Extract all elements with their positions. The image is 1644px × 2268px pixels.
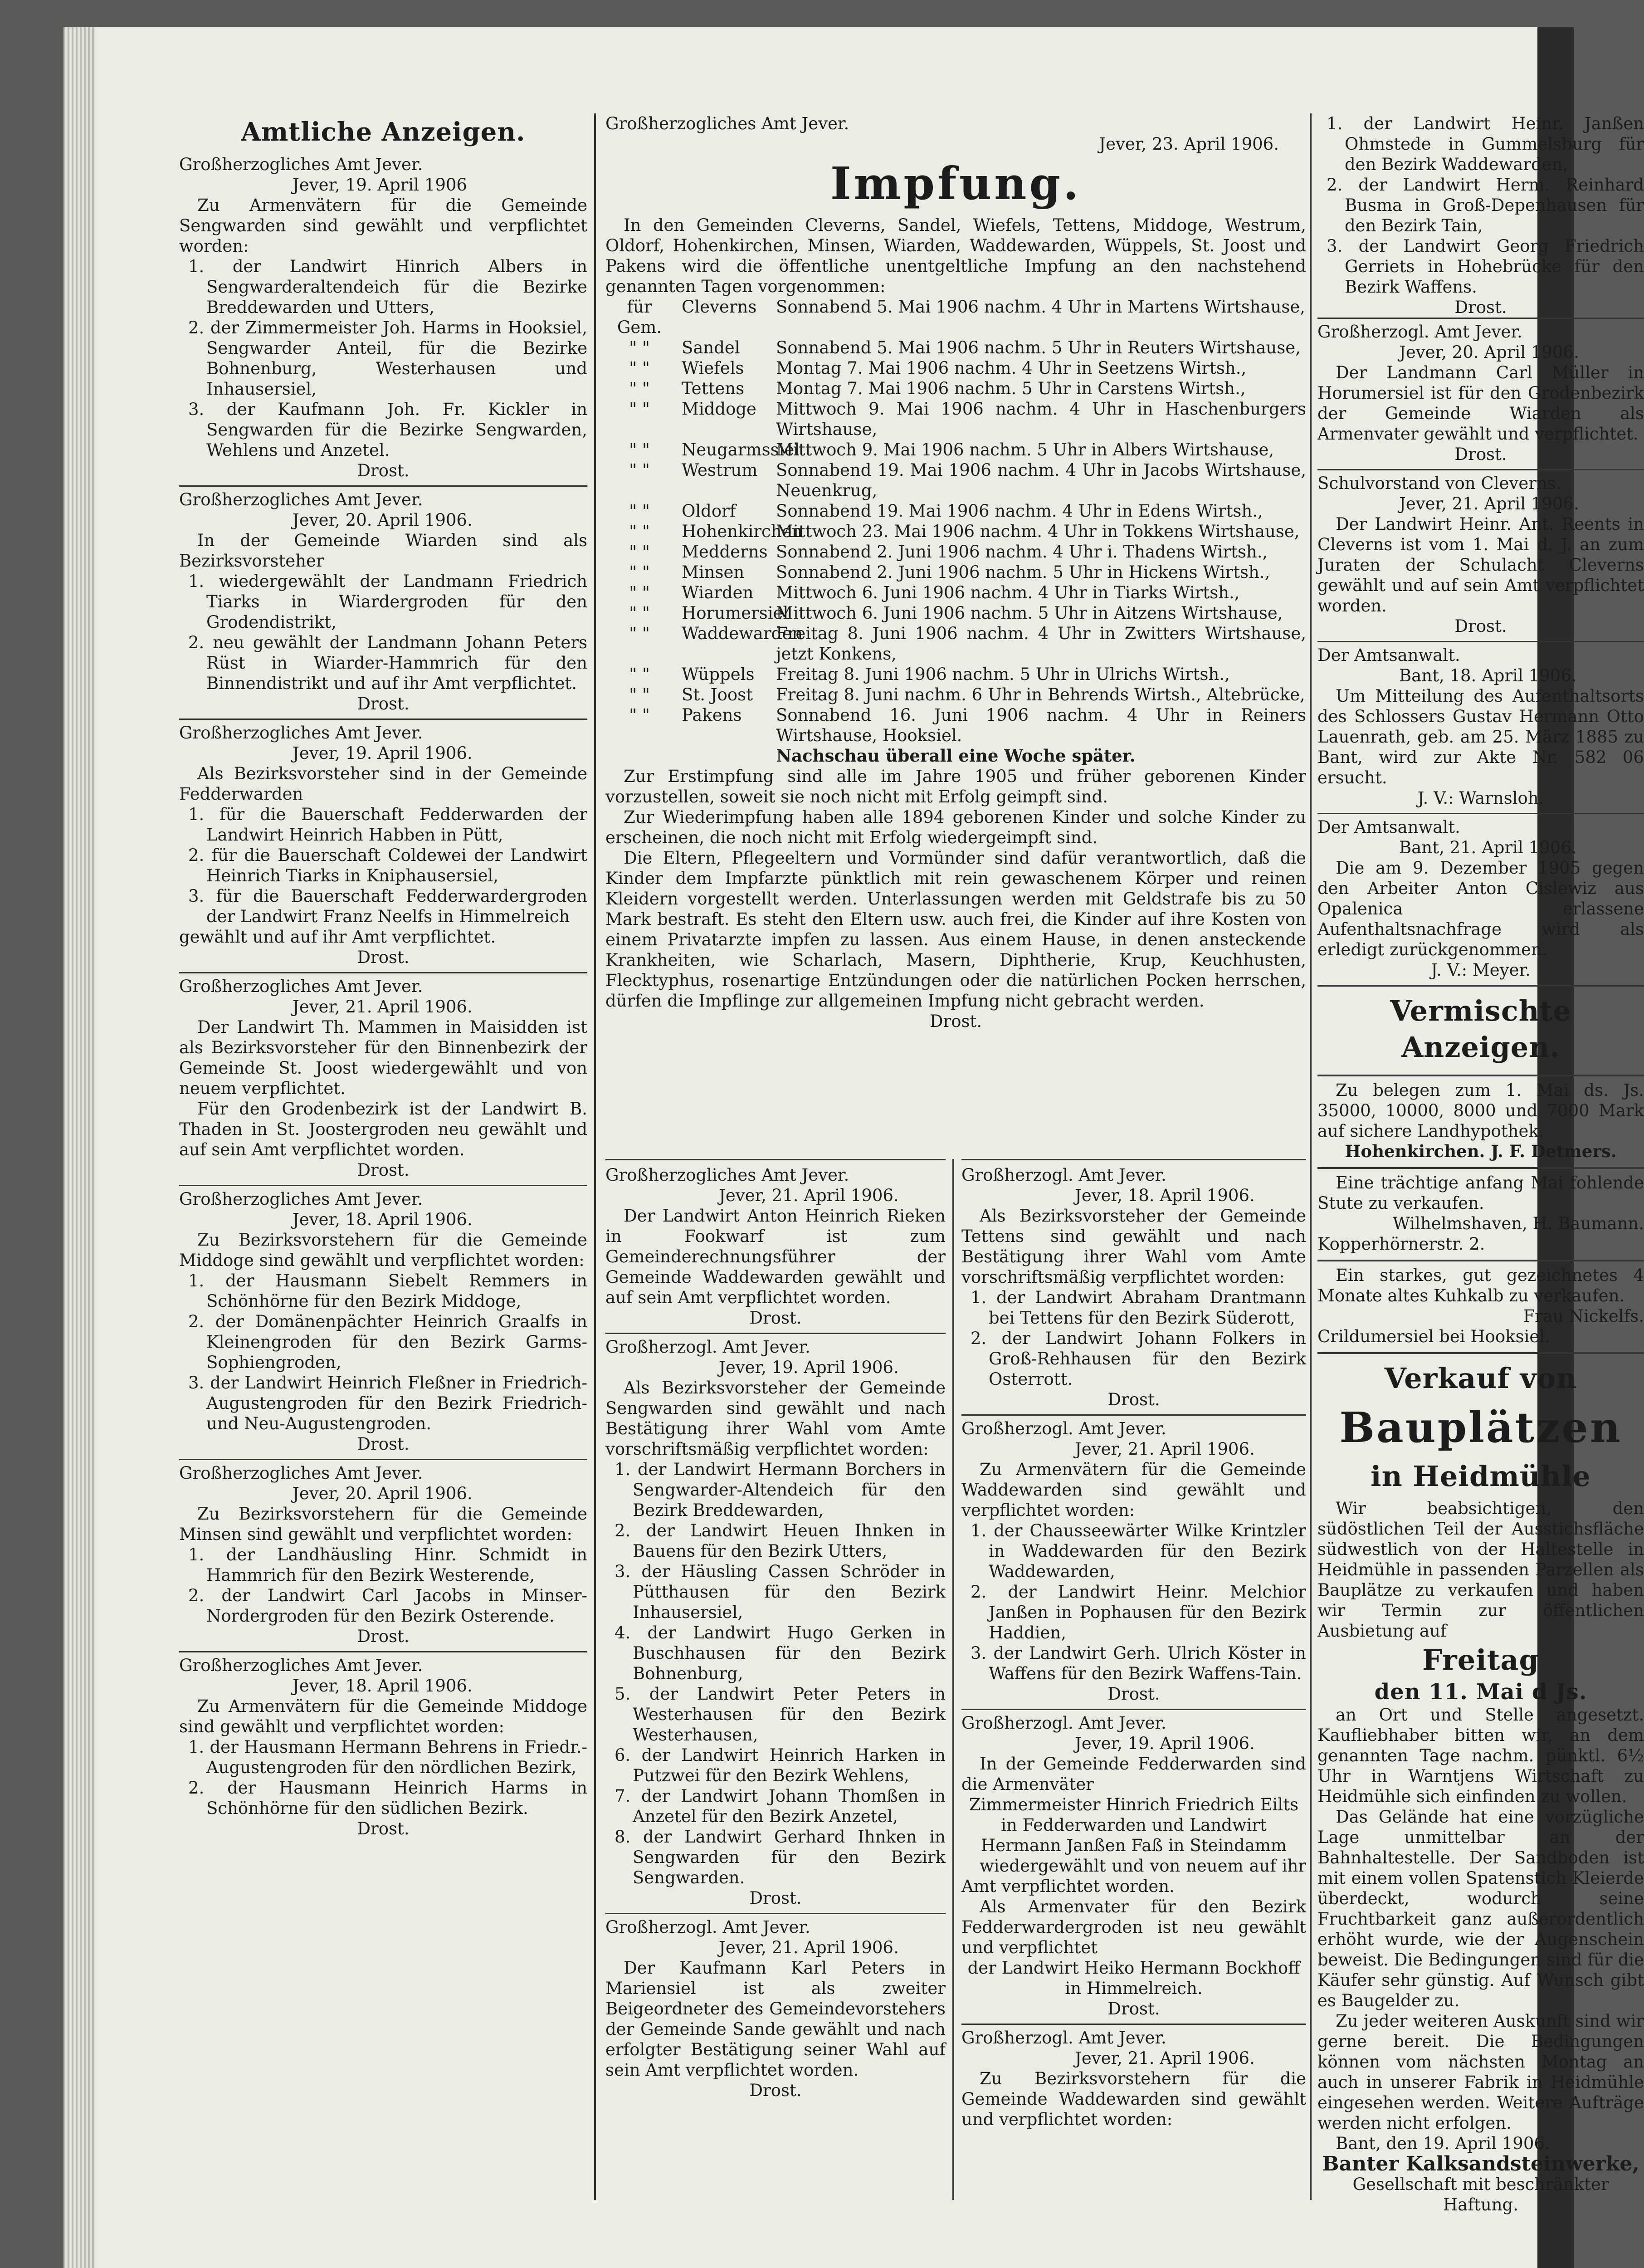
- official-notice: [961, 1162, 1306, 1414]
- schedule-location: Waddewarden: [682, 624, 803, 643]
- notice-list-item: 3. der Landwirt Gerh. Ulrich Köster in Waffens für den Bezirk Waffens-Tain.: [971, 1643, 1306, 1683]
- official-notice: [179, 972, 587, 1185]
- schedule-row: [605, 501, 1306, 521]
- notice-list-item: 1. für die Bauerschaft Fedderwarden der Landwirt Heinrich Habben in Pütt,: [188, 805, 587, 845]
- notice-issuer: Großherzogliches Amt Jever.: [179, 155, 423, 174]
- notice-issuer: Schulvorstand von Cleverns.: [1317, 474, 1561, 493]
- page-stack-edge: [63, 27, 95, 2268]
- schedule-location: Minsen: [682, 562, 745, 582]
- schedule-location: Sandel: [682, 338, 740, 357]
- official-notice: [605, 1913, 946, 2105]
- notice-date: Jever, 21. April 1906.: [1075, 2048, 1255, 2068]
- notice-text: Die am 9. Dezember 1905 gegen den Arbeiter Anton Cislewiz aus Opalenica erlassene Aufenthaltsnachfrage wird als erledigt zurückgenommen.: [1317, 858, 1644, 959]
- impfung-schedule: [605, 297, 1306, 746]
- notice-issuer: Großherzogl. Amt Jever.: [605, 1917, 810, 1937]
- schedule-location: Wüppels: [682, 665, 755, 684]
- notice-list-item: 3. der Landwirt Heinrich Fleßner in Friedrich-Augustengroden für den Bezirk Friedrich- und Neu-Augustengroden.: [188, 1373, 587, 1433]
- schedule-row: [605, 705, 1306, 746]
- column-rule: [594, 113, 596, 2200]
- impfung-paragraph: Zur Wiederimpfung haben alle 1894 geborenen Kinder und solche Kinder zu erscheinen, die noch nicht mit Erfolg wiedergeimpft sind.: [605, 807, 1306, 847]
- impfung-nachschau: Nachschau überall eine Woche später.: [776, 746, 1136, 766]
- notice-list-item: 2. der Domänenpächter Heinrich Graalfs in Kleinengroden für den Bezirk Garms-Sophiengroden,: [188, 1312, 587, 1372]
- official-notice: [179, 1459, 587, 1651]
- notice-date: Jever, 19. April 1906.: [293, 743, 473, 763]
- notice-text: Zu Bezirksvorstehern für die Gemeinde Waddewarden sind gewählt und verpflichtet worden:: [961, 2069, 1306, 2129]
- notice-date: Jever, 18. April 1906.: [1075, 1186, 1255, 1205]
- notice-date: Jever, 20. April 1906.: [293, 1484, 473, 1503]
- ad-address: Kopperhörnerstr. 2.: [1317, 1234, 1485, 1254]
- ad-text: an Ort und Stelle angesetzt. Kaufliebhaber bitten wir, an dem genannten Tage nachm. pünktl. 6½ Uhr in Warntjens Wirtschaft zu Heidmühle sich einfinden zu wollen.: [1317, 1705, 1644, 1806]
- notice-text: Um Mitteilung des Aufenthaltsorts des Schlossers Gustav Hermann Otto Lauenrath, geb. am 25. März 1885 zu Bant, wird zur Akte Nr. 582 06 ersucht.: [1317, 686, 1644, 787]
- schedule-prefix: " ": [629, 501, 650, 521]
- notice-signature: Drost.: [357, 1819, 410, 1838]
- schedule-row: [605, 399, 1306, 440]
- schedule-prefix: " ": [629, 705, 650, 725]
- impfung-paragraph: Die Eltern, Pflegeeltern und Vormünder sind dafür verantwortlich, daß die Kinder dem Impfarzte pünktlich mit rein gewaschenem Körper und reinen Kleidern vorgestellt werden. Unterlassungen werden mit Geldstrafe bis zu 50 Mark bestraft. Es steht den Eltern usw. auch frei, die Kinder auf ihre Kosten von einem Privatarzte impfen zu lassen. Aus einem Hause, in denen ansteckende Krankheiten, wie Scharlach, Masern, Diphtherie, Krup, Keuchhusten, Flecktyphus, rosenartige Entzündungen oder die natürlichen Pocken herrschen, dürfen die Impflinge zur allgemeinen Impfung nicht gebracht werden.: [605, 848, 1306, 1011]
- schedule-row: [605, 623, 1306, 664]
- schedule-location: Medderns: [682, 542, 768, 562]
- section-misc-header-block: [1317, 985, 1644, 1075]
- schedule-row: [605, 582, 1306, 603]
- ad-address: Crildumersiel bei Hooksiel.: [1317, 1327, 1550, 1346]
- notice-text: Der Landwirt Anton Heinrich Rieken in Fookwarf ist zum Gemeinderechnungsführer der Gemeinde Waddewarden gewählt und auf sein Amt verpflichtet worden.: [605, 1206, 946, 1307]
- notice-list-item: 1. der Chausseewärter Wilke Krintzler in Waddewarden für den Bezirk Waddewarden,: [971, 1521, 1306, 1581]
- schedule-time: Sonnabend 2. Juni 1906 nachm. 5 Uhr in Hickens Wirtsh.,: [776, 562, 1270, 582]
- notice-list-item: 1. der Landwirt Hermann Borchers in Sengwarder-Altendeich für den Bezirk Breddewarden,: [615, 1460, 946, 1520]
- notice-text: Der Kaufmann Karl Peters in Mariensiel ist als zweiter Beigeordneter des Gemeindevorstehers der Gemeinde Sande gewählt und nach erfolgter Bestätigung seiner Wahl auf sein Amt verpflichtet worden.: [605, 1958, 946, 2080]
- schedule-time: Freitag 8. Juni 1906 nachm. 5 Uhr in Ulrichs Wirtsh.,: [776, 665, 1230, 684]
- notice-date: Jever, 21. April 1906.: [719, 1938, 899, 1957]
- notice-date: Jever, 18. April 1906.: [293, 1210, 473, 1229]
- schedule-time: Montag 7. Mai 1906 nachm. 4 Uhr in Seetzens Wirtsh.,: [776, 358, 1247, 378]
- ad-headline: in Heidmühle: [1371, 1460, 1591, 1493]
- schedule-location: Hohenkirchen: [682, 522, 803, 541]
- notice-issuer: Großherzogl. Amt Jever.: [1317, 322, 1522, 342]
- notice-signature: Drost.: [1454, 298, 1507, 317]
- schedule-time: Sonnabend 19. Mai 1906 nachm. 4 Uhr in Edens Wirtsh.,: [776, 501, 1263, 521]
- notice-text: Als Bezirksvorsteher sind in der Gemeinde Fedderwarden: [179, 764, 587, 804]
- notice-list-item: 1. wiedergewählt der Landmann Friedrich Tiarks in Wiardergroden für den Grodendistrikt,: [188, 572, 587, 632]
- notice-text: Der Landmann Carl Müller in Horumersiel ist für den Grodenbezirk der Gemeinde Wiarden als Armenvater gewählt und verpflichtet.: [1317, 363, 1644, 444]
- notice-list-item: 1. der Landwirt Hinrich Albers in Sengwarderaltendeich für die Bezirke Breddewarden und Utters,: [188, 257, 587, 317]
- impfung-intro: In den Gemeinden Cleverns, Sandel, Wiefels, Tettens, Middoge, Westrum, Oldorf, Hohenkirchen, Minsen, Wiarden, Waddewarden, Wüppels, St. Joost und Pakens wird die öffentliche unentgeltliche Impfung an den nachstehend genannten Tagen vorgenommen:: [605, 215, 1306, 296]
- notice-signature: Drost.: [1107, 1390, 1160, 1409]
- notice-list-item: 1. der Landhäusling Hinr. Schmidt in Hammrich für den Bezirk Westerende,: [188, 1545, 587, 1585]
- notice-text: Zu Bezirksvorstehern für die Gemeinde Middoge sind gewählt und verpflichtet worden:: [179, 1230, 587, 1270]
- schedule-time: Montag 7. Mai 1906 nachm. 5 Uhr in Carstens Wirtsh.,: [776, 379, 1246, 398]
- column-notices-2a: [605, 1159, 946, 2105]
- schedule-prefix: " ": [629, 603, 650, 623]
- schedule-row: [605, 542, 1306, 562]
- notice-issuer: Großherzogliches Amt Jever.: [179, 1656, 423, 1675]
- newspaper-page: [63, 27, 1644, 2268]
- schedule-location: Middoge: [682, 399, 756, 419]
- notice-signature: Drost.: [357, 694, 410, 714]
- ad-headline: Bauplätzen: [1339, 1403, 1622, 1452]
- notice-list-item: 2. neu gewählt der Landmann Johann Peters Rüst in Wiarder-Hammrich für den Binnendistrikt und auf ihr Amt verpflichtet.: [188, 633, 587, 693]
- schedule-time: Sonnabend 5. Mai 1906 nachm. 4 Uhr in Martens Wirtshause,: [776, 297, 1306, 317]
- official-notice: [179, 152, 587, 485]
- section-header: Vermischte Anzeigen.: [1390, 994, 1571, 1064]
- notice-text: Zu Bezirksvorstehern für die Gemeinde Minsen sind gewählt und verpflichtet worden:: [179, 1504, 587, 1544]
- notice-list-item: 3. der Landwirt Georg Friedrich Gerriets in Hohebrücke für den Bezirk Waffens.: [1327, 236, 1644, 297]
- schedule-time: Sonnabend 5. Mai 1906 nachm. 5 Uhr in Reuters Wirtshause,: [776, 338, 1301, 357]
- official-notice: [1317, 318, 1644, 469]
- schedule-prefix: " ": [629, 624, 650, 643]
- notice-date: Jever, 20. April 1906.: [1399, 342, 1579, 362]
- notice-signature: J. V.: Meyer.: [1431, 960, 1531, 980]
- notice-list: [1317, 318, 1644, 985]
- ad-text: Zu jeder weiteren Auskunft sind wir gerne bereit. Die Bedingungen können vom nächsten Montag an auch in unserer Fabrik in Heidmühle eingesehen werden. Weitere Aufträge werden nicht erfolgen.: [1317, 2011, 1644, 2133]
- schedule-row: [605, 440, 1306, 460]
- schedule-row: [605, 521, 1306, 542]
- column-notices-2b: [961, 1159, 1306, 2134]
- notice-text: Für den Grodenbezirk ist der Landwirt B. Thaden in St. Joostergroden neu gewählt und auf sein Amt verpflichtet worden.: [179, 1099, 587, 1159]
- schedule-time: Freitag 8. Juni nachm. 6 Uhr in Behrends Wirtsh., Altebrücke,: [776, 685, 1305, 704]
- ad-text: Zu belegen zum 1. Mai ds. Js. 35000, 10000, 8000 und 7000 Mark auf sichere Landhypothek.: [1317, 1080, 1644, 1141]
- notice-date: Bant, 21. April 1906.: [1399, 838, 1577, 857]
- column-rule: [952, 1159, 954, 2200]
- schedule-prefix: " ": [629, 685, 650, 704]
- ad-mortgage: [1317, 1075, 1644, 1167]
- ad-building-plots: [1317, 1352, 1644, 2220]
- ad-signature: Hohenkirchen. J. F. Detmers.: [1345, 1141, 1617, 1161]
- notice-issuer: Großherzogl. Amt Jever.: [961, 2028, 1166, 2048]
- schedule-row: [605, 603, 1306, 623]
- notice-list-item: 1. der Landwirt Abraham Drantmann bei Tettens für den Bezirk Süderott,: [971, 1288, 1306, 1328]
- notice-list-item: 2. der Hausmann Heinrich Harms in Schönhörne für den südlichen Bezirk.: [188, 1778, 587, 1818]
- schedule-prefix: " ": [629, 460, 650, 480]
- section-header: Amtliche Anzeigen.: [241, 117, 526, 147]
- notice-text: In der Gemeinde Fedderwarden sind die Armenväter: [961, 1754, 1306, 1794]
- notice-date: Jever, 21. April 1906.: [1075, 1439, 1255, 1459]
- notice-signature: Drost.: [1107, 1684, 1160, 1704]
- notice-list: [961, 1162, 1306, 2134]
- ad-text: Ein starkes, gut gezeichnetes 4 Monate altes Kuhkalb zu verkaufen.: [1317, 1266, 1644, 1305]
- impfung-title: Impfung.: [830, 158, 1082, 210]
- notice-list-item: 6. der Landwirt Heinrich Harken in Putzwei für den Bezirk Wehlens,: [615, 1745, 946, 1785]
- notice-signature: Drost.: [357, 461, 410, 480]
- schedule-location: St. Joost: [682, 685, 753, 704]
- ad-headline: Verkauf von: [1384, 1362, 1577, 1395]
- schedule-row: [605, 664, 1306, 684]
- column-notices-3: [1317, 113, 1644, 2220]
- notice-list-item: 3. für die Bauerschaft Fedderwardergroden der Landwirt Franz Neelfs in Himmelreich: [188, 886, 587, 926]
- schedule-prefix: " ": [629, 522, 650, 541]
- schedule-location: Wiarden: [682, 583, 754, 602]
- schedule-prefix: " ": [629, 542, 650, 562]
- notice-list-item: 1. der Landwirt Heinr. Janßen Ohmstede in Gummelsburg für den Bezirk Waddewarden,: [1327, 114, 1644, 174]
- notice-signature: Drost.: [357, 948, 410, 967]
- official-notice: [1317, 813, 1644, 985]
- schedule-prefix: " ": [629, 338, 650, 357]
- notice-issuer: Der Amtsanwalt.: [1317, 817, 1460, 837]
- ad-firm: Banter Kalksandsteinwerke,: [1322, 2152, 1639, 2175]
- schedule-time: Mittwoch 6. Juni 1906 nachm. 5 Uhr in Aitzens Wirtshause,: [776, 603, 1283, 623]
- notice-issuer: Großherzogl. Amt Jever.: [605, 1337, 810, 1357]
- notice-list-item: 2. der Landwirt Johann Folkers in Groß-Rehhausen für den Bezirk Osterrott.: [971, 1329, 1306, 1389]
- schedule-prefix: " ": [629, 379, 650, 398]
- schedule-time: Sonnabend 19. Mai 1906 nachm. 4 Uhr in Jacobs Wirtshause, Neuenkrug,: [776, 460, 1306, 500]
- notice-date: Jever, 19. April 1906: [293, 175, 467, 195]
- official-notice: [179, 719, 587, 972]
- notice-text: wiedergewählt und von neuem auf ihr Amt verpflichtet worden.: [961, 1856, 1306, 1896]
- notice-persons: Zimmermeister Hinrich Friedrich Eilts in Fedderwarden und Landwirt Hermann Janßen Faß in Steindamm: [969, 1795, 1299, 1855]
- schedule-prefix: " ": [629, 399, 650, 419]
- schedule-prefix: " ": [629, 583, 650, 602]
- schedule-location: Oldorf: [682, 501, 736, 521]
- notice-list-item: 7. der Landwirt Johann Thomßen in Anzetel für den Bezirk Anzetel,: [615, 1786, 946, 1826]
- ad-text: Eine trächtige anfang Mai fohlende Stute zu verkaufen.: [1317, 1173, 1644, 1213]
- notice-date: Jever, 21. April 1906.: [293, 997, 473, 1017]
- notice-date: Jever, 21. April 1906.: [1399, 494, 1579, 513]
- notice-issuer: Großherzogliches Amt Jever.: [179, 1189, 423, 1209]
- notice-issuer: Großherzogliches Amt Jever.: [179, 490, 423, 509]
- schedule-location: Tettens: [682, 379, 745, 398]
- official-notice: [179, 1651, 587, 1843]
- notice-issuer: Großherzogliches Amt Jever.: [605, 114, 849, 133]
- official-notice: [605, 1333, 946, 1913]
- notice-text: Als Armenvater für den Bezirk Fedderwardergroden ist neu gewählt und verpflichtet: [961, 1897, 1306, 1957]
- notice-signature: Drost.: [929, 1012, 982, 1031]
- notice-date: Jever, 23. April 1906.: [1099, 134, 1279, 154]
- schedule-prefix: " ": [629, 665, 650, 684]
- notice-issuer: Großherzogliches Amt Jever.: [605, 1165, 849, 1185]
- schedule-location: Cleverns: [682, 297, 757, 317]
- ad-horse: [1317, 1167, 1644, 1260]
- continued-list: [1317, 113, 1644, 318]
- schedule-row: [605, 684, 1306, 705]
- notice-list: [179, 152, 587, 1843]
- ad-calf: [1317, 1260, 1644, 1352]
- notice-list: [605, 1162, 946, 2105]
- notice-signature: Drost.: [749, 2081, 802, 2100]
- notice-signature: J. V.: Warnsloh.: [1417, 788, 1544, 808]
- schedule-location: Pakens: [682, 705, 742, 725]
- schedule-prefix: " ": [629, 562, 650, 582]
- notice-list-item: 8. der Landwirt Gerhard Ihnken in Sengwarden für den Bezirk Sengwarden.: [615, 1827, 946, 1887]
- ad-date-day: Freitag: [1422, 1643, 1539, 1677]
- notice-list-item: 2. der Landwirt Carl Jacobs in Minser-Nordergroden für den Bezirk Osterende.: [188, 1586, 587, 1626]
- schedule-time: Mittwoch 6. Juni 1906 nachm. 4 Uhr in Tiarks Wirtsh.,: [776, 583, 1240, 602]
- official-notice: [179, 485, 587, 719]
- impfung-paragraph: Zur Erstimpfung sind alle im Jahre 1905 und früher geborenen Kinder vorzustellen, soweit sie noch nicht mit Erfolg geimpft sind.: [605, 767, 1306, 807]
- notice-text: Der Landwirt Heinr. Ant. Reents in Cleverns ist vom 1. Mai d. J. an zum Juraten der Schulacht Cleverns gewählt und auf sein Amt verpflichtet worden.: [1317, 514, 1644, 616]
- schedule-location: Horumersiel: [682, 603, 789, 623]
- notice-issuer: Großherzogl. Amt Jever.: [961, 1713, 1166, 1733]
- schedule-row: [605, 378, 1306, 399]
- schedule-prefix: für Gem.: [617, 297, 662, 337]
- notice-text: Als Bezirksvorsteher der Gemeinde Sengwarden sind gewählt und nach Bestätigung ihrer Wahl vom Amte vorschriftsmäßig verpflichtet worden:: [605, 1378, 946, 1459]
- notice-text: gewählt und auf ihr Amt verpflichtet.: [179, 927, 496, 947]
- schedule-row: [605, 297, 1306, 337]
- schedule-time: Sonnabend 2. Juni 1906 nachm. 4 Uhr i. Thadens Wirtsh.,: [776, 542, 1268, 562]
- notice-signature: Drost.: [749, 1308, 802, 1328]
- schedule-row: [605, 460, 1306, 501]
- schedule-time: Mittwoch 23. Mai 1906 nachm. 4 Uhr in Tokkens Wirtshause,: [776, 522, 1300, 541]
- schedule-time: Mittwoch 9. Mai 1906 nachm. 4 Uhr in Haschenburgers Wirtshause,: [776, 399, 1306, 439]
- official-notice: [961, 2024, 1306, 2134]
- official-notice: [605, 1162, 946, 1333]
- schedule-prefix: " ": [629, 440, 650, 459]
- notice-persons: der Landwirt Heiko Hermann Bockhoff in Himmelreich.: [967, 1958, 1300, 1998]
- notice-signature: Drost.: [357, 1434, 410, 1454]
- notice-signature: Drost.: [1454, 445, 1507, 464]
- column-rule: [1310, 113, 1312, 2200]
- notice-list-item: 1. der Hausmann Siebelt Remmers in Schönhörne für den Bezirk Middoge,: [188, 1271, 587, 1311]
- notice-issuer: Großherzogliches Amt Jever.: [179, 1463, 423, 1483]
- notice-signature: Drost.: [357, 1627, 410, 1646]
- schedule-location: Westrum: [682, 460, 758, 480]
- ad-text: Das Gelände hat eine vorzügliche Lage unmittelbar an der Bahnhaltestelle. Der Sandboden ist mit einem vollen Spatenstich Kleierde überdeckt, wodurch seine Fruchtbarkeit ganz außerordentlich erhöht wurde, wie der Augenschein beweist. Die Bedingungen sind für die Käufer sehr günstig. Auf Wunsch gibt es Baugelder zu.: [1317, 1807, 1644, 2010]
- notice-text: Als Bezirksvorsteher der Gemeinde Tettens sind gewählt und nach Bestätigung ihrer Wahl vom Amte vorschriftsmäßig verpflichtet worden:: [961, 1206, 1306, 1287]
- official-notice: [1317, 641, 1644, 813]
- official-notice: [961, 1414, 1306, 1709]
- schedule-time: Freitag 8. Juni 1906 nachm. 4 Uhr in Zwitters Wirtshause, jetzt Konkens,: [776, 624, 1306, 664]
- ad-text: Wir beabsichtigen, den südöstlichen Teil der Ausstichsfläche südwestlich von der Haltestelle in Heidmühle in passenden Parzellen als Bauplätze zu verkaufen und haben wir Termin zur öffentlichen Ausbietung auf: [1317, 1499, 1644, 1641]
- notice-issuer: Großherzogliches Amt Jever.: [179, 977, 423, 996]
- notice-text: Zu Armenvätern für die Gemeinde Waddewarden sind gewählt und verpflichtet worden:: [961, 1460, 1306, 1520]
- notice-list-item: 2. der Landwirt Herm. Reinhard Busma in Groß-Depenhausen für den Bezirk Tain,: [1327, 175, 1644, 235]
- notice-signature: Drost.: [1454, 616, 1507, 636]
- impfung-notice: [605, 113, 1306, 1157]
- notice-date: Bant, 18. April 1906.: [1399, 666, 1577, 685]
- notice-date: Jever, 21. April 1906.: [719, 1186, 899, 1205]
- schedule-time: Sonnabend 16. Juni 1906 nachm. 4 Uhr in Reiners Wirtshause, Hooksiel.: [776, 705, 1306, 745]
- notice-signature: Drost.: [1107, 1999, 1160, 2019]
- notice-list-item: 3. der Häusling Cassen Schröder in Pütthausen für den Bezirk Inhausersiel,: [615, 1562, 946, 1622]
- notice-text: Der Landwirt Th. Mammen in Maisidden ist als Bezirksvorsteher für den Binnenbezirk der Gemeinde St. Joost wiedergewählt und von neuem verpflichtet.: [179, 1017, 587, 1098]
- schedule-prefix: " ": [629, 358, 650, 378]
- notice-date: Jever, 20. April 1906.: [293, 510, 473, 530]
- notice-signature: Drost.: [357, 1160, 410, 1180]
- notice-issuer: Großherzogl. Amt Jever.: [961, 1165, 1166, 1185]
- schedule-location: Wiefels: [682, 358, 744, 378]
- official-notice: [1317, 469, 1644, 641]
- official-notice: [961, 1709, 1306, 2024]
- ad-signature: Frau Nickelfs.: [1523, 1306, 1644, 1326]
- notice-list-item: 4. der Landwirt Hugo Gerken in Buschhausen für den Bezirk Bohnenburg,: [615, 1623, 946, 1683]
- column-official-notices: [179, 113, 587, 1843]
- schedule-time: Mittwoch 9. Mai 1906 nachm. 5 Uhr in Albers Wirtshause,: [776, 440, 1274, 459]
- ad-firm-subtitle: Gesellschaft mit beschränkter Haftung.: [1352, 2175, 1609, 2214]
- notice-list-item: 2. der Landwirt Heuen Ihnken in Bauens für den Bezirk Utters,: [615, 1521, 946, 1561]
- schedule-row: [605, 337, 1306, 358]
- notice-list-item: 5. der Landwirt Peter Peters in Westerhausen für den Bezirk Westerhausen,: [615, 1684, 946, 1745]
- notice-text: Zu Armenvätern für die Gemeinde Middoge sind gewählt und verpflichtet worden:: [179, 1696, 587, 1736]
- ad-date: den 11. Mai d Js.: [1374, 1679, 1587, 1705]
- notice-signature: Drost.: [749, 1888, 802, 1908]
- official-notice: [179, 1185, 587, 1459]
- ad-signature: Wilhelmshaven, H. Baumann.: [1392, 1214, 1644, 1233]
- notice-list-item: 2. der Landwirt Heinr. Melchior Janßen in Pophausen für den Bezirk Haddien,: [971, 1582, 1306, 1642]
- notice-date: Jever, 19. April 1906.: [1075, 1734, 1255, 1753]
- notice-list-item: 2. für die Bauerschaft Coldewei der Landwirt Heinrich Tiarks in Kniphausersiel,: [188, 846, 587, 885]
- ad-place-date: Bant, den 19. April 1906.: [1336, 2134, 1550, 2153]
- schedule-location: Neugarmssiel: [682, 440, 800, 459]
- notice-list-item: 3. der Kaufmann Joh. Fr. Kickler in Sengwarden für die Bezirke Sengwarden, Wehlens und Anzetel.: [188, 400, 587, 460]
- notice-issuer: Der Amtsanwalt.: [1317, 645, 1460, 665]
- notice-text: Zu Armenvätern für die Gemeinde Sengwarden sind gewählt und verpflichtet worden:: [179, 196, 587, 256]
- schedule-row: [605, 358, 1306, 378]
- notice-list-item: 2. der Zimmermeister Joh. Harms in Hooksiel, Sengwarder Anteil, für die Bezirke Bohnenburg, Westerhausen und Inhausersiel,: [188, 318, 587, 399]
- notice-issuer: Großherzogliches Amt Jever.: [179, 723, 423, 743]
- schedule-row: [605, 562, 1306, 582]
- notice-issuer: Großherzogl. Amt Jever.: [961, 1419, 1166, 1438]
- notice-text: In der Gemeinde Wiarden sind als Bezirksvorsteher: [179, 531, 587, 571]
- notice-date: Jever, 18. April 1906.: [293, 1676, 473, 1696]
- notice-list-item: 1. der Hausmann Hermann Behrens in Friedr.-Augustengroden für den nördlichen Bezirk,: [188, 1737, 587, 1777]
- notice-date: Jever, 19. April 1906.: [719, 1358, 899, 1377]
